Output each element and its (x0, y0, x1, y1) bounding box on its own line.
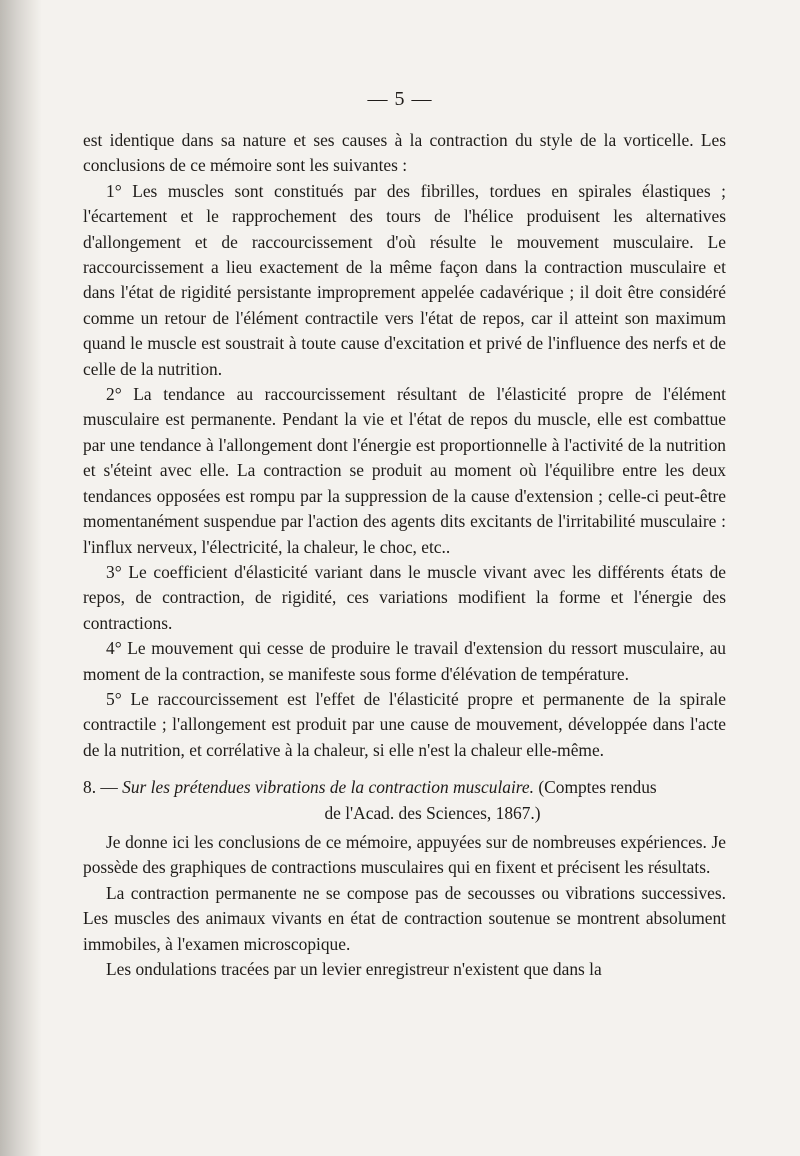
paragraph-intro: Je donne ici les conclusions de ce mémoire, appuyées sur de nombreuses expériences. Je possède des graphiques de contractions musculaires qui en fixent et précisent les résultats. (83, 831, 726, 878)
entry-title: Sur les prétendues vibrations de la contraction musculaire. (122, 777, 534, 798)
paragraph-conclusion-1: 1° Les muscles sont constitués par des fibrilles, tordues en spirales élastiques ; l'écartement et le rapprochement des tours de l'hélice produisent les alternatives d'allongement et de raccourcissement d'où résulte le mouvement musculaire. Le raccourcissement a lieu exactement de la même façon dans la contraction musculaire et dans l'état de rigidité persistante improprement appelée cadavérique ; il doit être considéré comme un retour de l'élément contractile vers l'état de repos, car il atteint son maximum quand le muscle est soustrait à toute cause d'excitation et privé de l'influence des nerfs et de celle de la nutrition. (83, 180, 726, 379)
paragraph-continuation: est identique dans sa nature et ses causes à la contraction du style de la vorticelle. Les conclusions de ce mémoire sont les suivantes : (83, 130, 726, 176)
entry-heading (83, 775, 726, 826)
page-binding-shadow (0, 0, 42, 1156)
paragraph-conclusion-4: 4° Le mouvement qui cesse de produire le travail d'extension du ressort musculaire, au moment de la contraction, se manifeste sous forme d'élévation de température. (83, 638, 726, 684)
paragraph-permanent-contraction: La contraction permanente ne se compose pas de secousses ou vibrations successives. Les muscles des animaux vivants en état de contraction soutenue se montrent absolument immobiles, à l'examen microscopique. (83, 882, 726, 954)
entry-number: 8. — (83, 777, 118, 798)
paragraph-conclusion-3: 3° Le coefficient d'élasticité variant dans le muscle vivant avec les différents états de repos, de contraction, de rigidité, ces variations modifient la forme et l'énergie des contractions. (83, 561, 726, 633)
entry-source-line2: de l'Acad. des Sciences, 1867.) (324, 802, 541, 823)
paragraph-conclusion-5: 5° Le raccourcissement est l'effet de l'élasticité propre et permanente de la spirale contractile ; l'allongement est produit par une cause de mouvement, développée dans l'acte de la nutrition, et corrélative à la chaleur, si elle n'est la chaleur elle-même. (83, 688, 726, 760)
entry-spacer (83, 763, 726, 775)
paragraph-ondulations: Les ondulations tracées par un levier enregistreur n'existent que dans la (106, 959, 602, 979)
page-number: — 5 — (367, 88, 433, 110)
page-body (83, 128, 726, 982)
entry-source-line1: (Comptes rendus (538, 777, 657, 798)
paragraph-conclusion-2: 2° La tendance au raccourcissement résultant de l'élasticité propre de l'élément musculaire est permanente. Pendant la vie et l'état de repos du muscle, elle est combattue par une tendance à l'allongement dont l'énergie est proportionnelle à l'activité de la nutrition et s'éteint avec elle. La contraction se produit au moment où l'équilibre entre les deux tendances opposées est rompu par la suppression de la cause d'extension ; celle-ci peut-être momentanément suspendue par l'action des agents dits excitants de l'irritabilité musculaire : l'influx nerveux, l'électricité, la chaleur, le choc, etc.. (83, 384, 726, 557)
